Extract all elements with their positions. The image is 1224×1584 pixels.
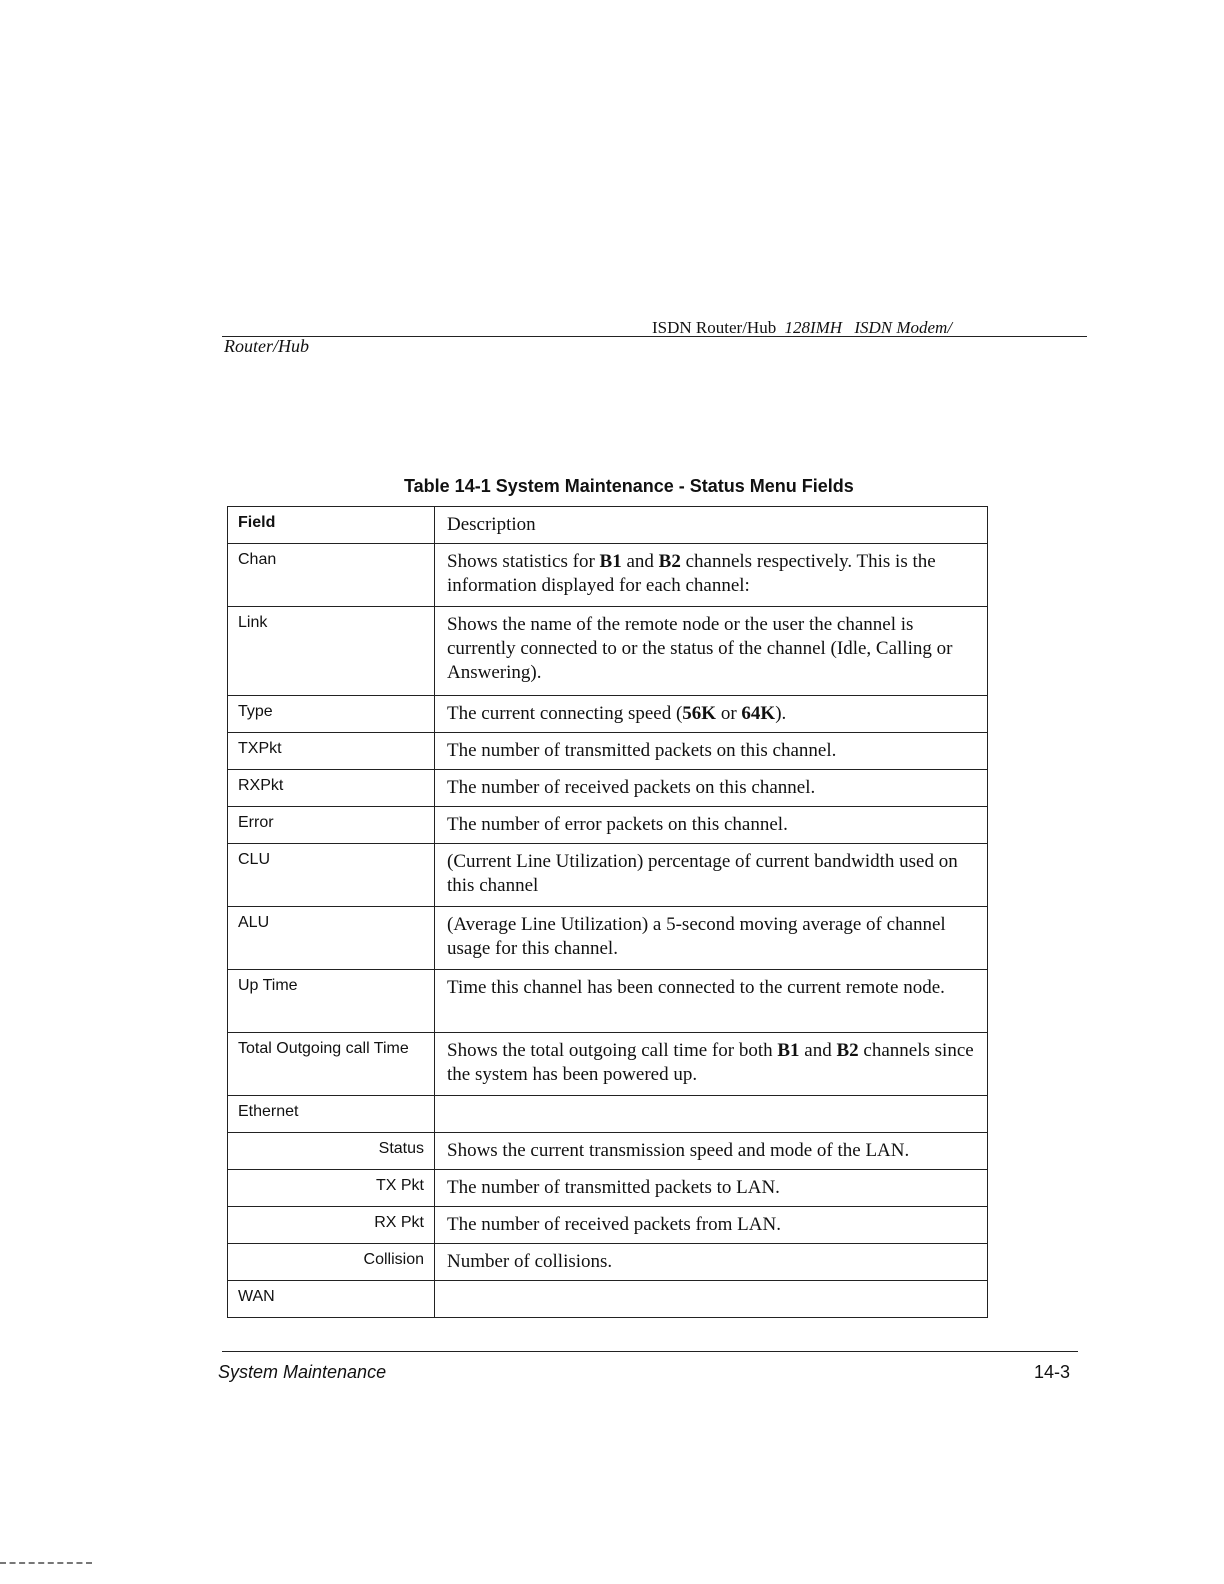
description-cell: The current connecting speed (56K or 64K). bbox=[435, 696, 988, 733]
table-row bbox=[228, 607, 988, 696]
field-cell: Up Time bbox=[228, 970, 435, 1033]
table-row bbox=[228, 907, 988, 970]
table-title: Table 14-1 System Maintenance - Status Menu Fields bbox=[404, 476, 854, 496]
field-cell: Chan bbox=[228, 544, 435, 607]
scan-mark bbox=[0, 1562, 92, 1564]
description-cell: The number of transmitted packets on this channel. bbox=[435, 733, 988, 770]
header-rule bbox=[222, 336, 1087, 337]
description-cell bbox=[435, 1281, 988, 1318]
table-row bbox=[228, 1133, 988, 1170]
footer-section-title: System Maintenance bbox=[218, 1362, 387, 1382]
description-cell: Shows statistics for B1 and B2 channels respectively. This is the information displayed for each channel: bbox=[435, 544, 988, 607]
field-cell: WAN bbox=[228, 1281, 435, 1318]
field-cell: ALU bbox=[228, 907, 435, 970]
column-header-field: Field bbox=[228, 507, 435, 544]
field-cell: Status bbox=[228, 1133, 435, 1170]
description-cell: (Current Line Utilization) percentage of current bandwidth used on this channel bbox=[435, 844, 988, 907]
description-cell: Shows the current transmission speed and mode of the LAN. bbox=[435, 1133, 988, 1170]
description-cell: Shows the name of the remote node or the user the channel is currently connected to or the status of the channel (Idle, Calling or Answering). bbox=[435, 607, 988, 696]
field-cell: TXPkt bbox=[228, 733, 435, 770]
description-cell bbox=[435, 1096, 988, 1133]
table-row bbox=[228, 844, 988, 907]
field-cell: CLU bbox=[228, 844, 435, 907]
description-cell: Time this channel has been connected to the current remote node. bbox=[435, 970, 988, 1033]
description-cell: Number of collisions. bbox=[435, 1244, 988, 1281]
header-product: ISDN Router/Hub bbox=[652, 318, 777, 337]
description-cell: Shows the total outgoing call time for both B1 and B2 channels since the system has been powered up. bbox=[435, 1033, 988, 1096]
table-row bbox=[228, 1207, 988, 1244]
table-row bbox=[228, 1033, 988, 1096]
table-row bbox=[228, 544, 988, 607]
table-row bbox=[228, 1096, 988, 1133]
header-model: 128IMH bbox=[784, 318, 843, 337]
table-row bbox=[228, 770, 988, 807]
description-cell: The number of received packets from LAN. bbox=[435, 1207, 988, 1244]
field-cell: Total Outgoing call Time bbox=[228, 1033, 435, 1096]
status-menu-fields-table bbox=[227, 506, 988, 1318]
field-cell: Error bbox=[228, 807, 435, 844]
table-row bbox=[228, 970, 988, 1033]
description-cell: The number of error packets on this channel. bbox=[435, 807, 988, 844]
field-cell: Type bbox=[228, 696, 435, 733]
footer-rule bbox=[222, 1351, 1078, 1352]
page-number: 14-3 bbox=[1034, 1362, 1071, 1382]
field-cell: Ethernet bbox=[228, 1096, 435, 1133]
table-row bbox=[228, 696, 988, 733]
table-row bbox=[228, 1281, 988, 1318]
header-product-type: ISDN Modem/ bbox=[854, 318, 953, 337]
table-row bbox=[228, 733, 988, 770]
field-cell: RX Pkt bbox=[228, 1207, 435, 1244]
table-row bbox=[228, 807, 988, 844]
field-cell: Collision bbox=[228, 1244, 435, 1281]
table-header-row bbox=[228, 507, 988, 544]
field-cell: RXPkt bbox=[228, 770, 435, 807]
header-continuation: Router/Hub bbox=[224, 336, 309, 356]
description-cell: The number of received packets on this channel. bbox=[435, 770, 988, 807]
description-cell: The number of transmitted packets to LAN. bbox=[435, 1170, 988, 1207]
table-row bbox=[228, 1170, 988, 1207]
description-cell: (Average Line Utilization) a 5-second moving average of channel usage for this channel. bbox=[435, 907, 988, 970]
column-header-description: Description bbox=[435, 507, 988, 544]
table-row bbox=[228, 1244, 988, 1281]
running-header bbox=[652, 318, 952, 338]
field-cell: Link bbox=[228, 607, 435, 696]
field-cell: TX Pkt bbox=[228, 1170, 435, 1207]
